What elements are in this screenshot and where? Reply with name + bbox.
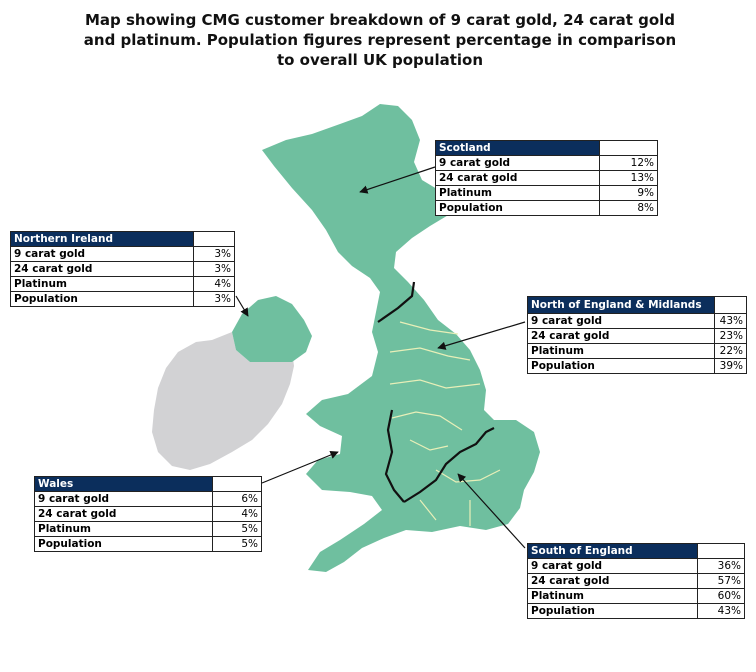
row-label: Platinum xyxy=(35,522,213,537)
row-value: 6% xyxy=(212,492,261,507)
row-label: Population xyxy=(436,201,600,216)
row-label: 9 carat gold xyxy=(11,247,194,262)
table-row xyxy=(528,574,745,589)
row-label: 24 carat gold xyxy=(528,329,715,344)
row-label: 24 carat gold xyxy=(528,574,698,589)
header-blank-cell xyxy=(715,297,747,314)
table-row xyxy=(11,247,235,262)
table-row xyxy=(436,156,658,171)
row-value: 57% xyxy=(697,574,744,589)
row-label: Platinum xyxy=(11,277,194,292)
table-row xyxy=(436,186,658,201)
row-label: 9 carat gold xyxy=(528,559,698,574)
row-label: Platinum xyxy=(528,589,698,604)
row-value: 4% xyxy=(194,277,235,292)
row-label: Population xyxy=(35,537,213,552)
table-header: Scotland xyxy=(436,141,600,156)
table-header: North of England & Midlands xyxy=(528,297,715,314)
table-header: Northern Ireland xyxy=(11,232,194,247)
row-value: 60% xyxy=(697,589,744,604)
row-value: 3% xyxy=(194,292,235,307)
row-label: 24 carat gold xyxy=(436,171,600,186)
row-value: 13% xyxy=(599,171,657,186)
northern-ireland-landmass xyxy=(232,296,312,362)
table-row xyxy=(35,492,262,507)
header-blank-cell xyxy=(212,477,261,492)
header-blank-cell xyxy=(599,141,657,156)
table-row xyxy=(528,329,747,344)
table-row xyxy=(528,604,745,619)
row-value: 3% xyxy=(194,247,235,262)
row-value: 3% xyxy=(194,262,235,277)
row-value: 5% xyxy=(212,522,261,537)
row-label: Platinum xyxy=(436,186,600,201)
header-blank-cell xyxy=(697,544,744,559)
table-row xyxy=(528,314,747,329)
table-row xyxy=(35,537,262,552)
row-label: 24 carat gold xyxy=(35,507,213,522)
row-value: 8% xyxy=(599,201,657,216)
south-england-table xyxy=(527,543,745,619)
table-row xyxy=(11,292,235,307)
northern-ireland-table xyxy=(10,231,235,307)
north-england-table xyxy=(527,296,747,374)
scotland-table xyxy=(435,140,658,216)
table-row xyxy=(35,522,262,537)
row-value: 12% xyxy=(599,156,657,171)
row-label: Population xyxy=(11,292,194,307)
row-value: 39% xyxy=(715,359,747,374)
table-row xyxy=(436,201,658,216)
table-header: South of England xyxy=(528,544,698,559)
row-value: 9% xyxy=(599,186,657,201)
row-value: 23% xyxy=(715,329,747,344)
table-row xyxy=(11,262,235,277)
row-value: 43% xyxy=(697,604,744,619)
row-label: 9 carat gold xyxy=(528,314,715,329)
row-label: 24 carat gold xyxy=(11,262,194,277)
table-row xyxy=(436,171,658,186)
table-row xyxy=(528,589,745,604)
table-row xyxy=(528,344,747,359)
row-value: 5% xyxy=(212,537,261,552)
row-value: 22% xyxy=(715,344,747,359)
row-label: 9 carat gold xyxy=(35,492,213,507)
row-label: Population xyxy=(528,359,715,374)
header-blank-cell xyxy=(194,232,235,247)
table-row xyxy=(528,359,747,374)
table-row xyxy=(528,559,745,574)
row-label: 9 carat gold xyxy=(436,156,600,171)
row-label: Platinum xyxy=(528,344,715,359)
row-value: 36% xyxy=(697,559,744,574)
row-label: Population xyxy=(528,604,698,619)
table-row xyxy=(11,277,235,292)
row-value: 43% xyxy=(715,314,747,329)
wales-table xyxy=(34,476,262,552)
row-value: 4% xyxy=(212,507,261,522)
table-header: Wales xyxy=(35,477,213,492)
map-title: Map showing CMG customer breakdown of 9 carat gold, 24 carat gold and platinum. Population figures represent percentage in comparison to overall UK population xyxy=(83,11,677,69)
table-row xyxy=(35,507,262,522)
